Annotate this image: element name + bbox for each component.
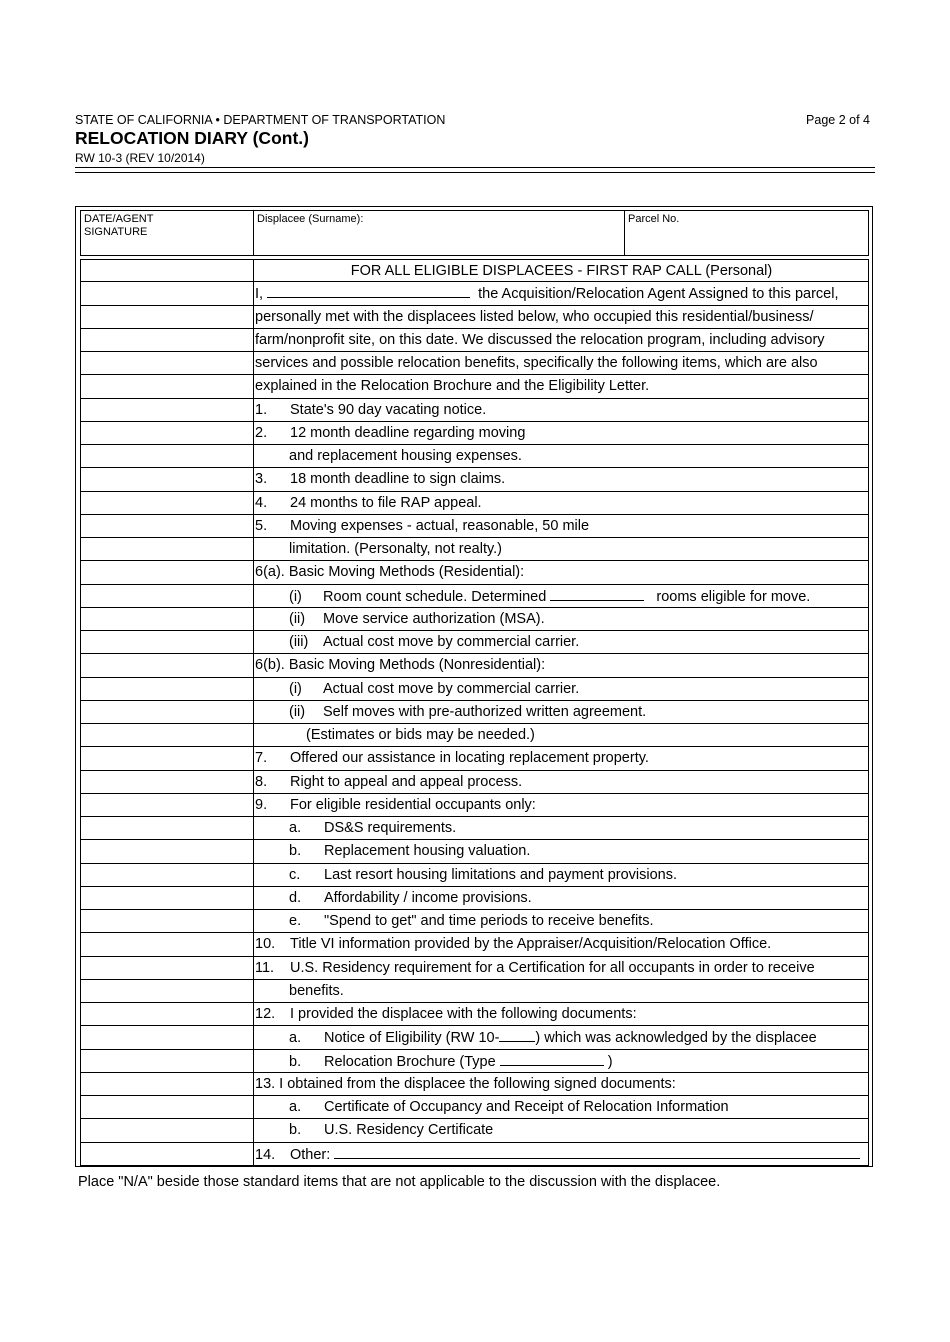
signature-cell[interactable] [81, 701, 254, 723]
brochure-type-blank[interactable] [500, 1050, 604, 1066]
page-number: Page 2 of 4 [806, 113, 870, 127]
item-14 [254, 1143, 868, 1165]
item-text: Move service authorization (MSA). [323, 610, 545, 627]
table-row [80, 375, 869, 398]
item-text: Relocation Brochure (Type [324, 1053, 496, 1070]
table-row [80, 1096, 869, 1119]
item-number: b. [289, 1122, 302, 1139]
item-text: Notice of Eligibility (RW 10- [324, 1030, 500, 1047]
item-13b [254, 1119, 868, 1141]
item-text: DS&S requirements. [324, 820, 457, 836]
item-number: b. [289, 1053, 302, 1070]
form-title: RELOCATION DIARY (Cont.) [75, 128, 309, 148]
table-row [80, 864, 869, 887]
intro-agent-text: the Acquisition/Relocation Agent Assigned to this parcel, [478, 286, 839, 303]
item-text: Actual cost move by commercial carrier. [323, 680, 580, 697]
signature-cell[interactable] [81, 933, 254, 955]
table-row [80, 585, 869, 608]
item-number: 5. [255, 517, 268, 534]
signature-cell[interactable] [81, 771, 254, 793]
item-number: c. [289, 866, 301, 883]
item-number: 10. [255, 936, 276, 953]
item-number: 2. [255, 424, 268, 441]
item-11 [254, 957, 868, 979]
signature-cell[interactable] [81, 1050, 254, 1072]
item-number: (iii) [289, 634, 309, 650]
table-row [80, 445, 869, 468]
signature-cell[interactable] [81, 1143, 254, 1165]
item-text: Affordability / income provisions. [324, 889, 532, 906]
signature-cell[interactable] [81, 538, 254, 560]
date-agent-header[interactable] [81, 211, 254, 255]
item-13: 13. I obtained from the displacee the following signed documents: [255, 1075, 676, 1092]
item-text: Last resort housing limitations and payment provisions. [324, 866, 678, 883]
table-row [80, 771, 869, 794]
header-rule-bottom [75, 172, 875, 173]
table-row [80, 1143, 869, 1166]
table-row [80, 654, 869, 677]
date-agent-label: DATE/AGENT [84, 213, 154, 225]
signature-cell[interactable] [81, 375, 254, 397]
signature-cell[interactable] [81, 654, 254, 676]
header-rule-top [75, 167, 875, 168]
section-heading: FOR ALL ELIGIBLE DISPLACEES - FIRST RAP CALL (Personal) [350, 263, 773, 279]
signature-cell[interactable] [81, 887, 254, 909]
item-number: d. [289, 889, 302, 906]
item-12b [254, 1050, 868, 1072]
agent-name-blank[interactable] [267, 282, 470, 298]
intro-line: farm/nonprofit site, on this date. We discussed the relocation program, including advisory [255, 331, 825, 348]
signature-cell[interactable] [81, 260, 254, 281]
item-9e [254, 910, 868, 932]
table-row [80, 468, 869, 491]
signature-cell[interactable] [81, 980, 254, 1002]
table-row [80, 631, 869, 654]
table-row [80, 329, 869, 352]
item-number: a. [289, 1030, 302, 1047]
agency-name: STATE OF CALIFORNIA • DEPARTMENT OF TRANSPORTATION [75, 113, 446, 127]
signature-cell[interactable] [81, 1003, 254, 1025]
item-6b-i [254, 678, 868, 700]
signature-cell[interactable] [81, 422, 254, 444]
signature-cell[interactable] [81, 329, 254, 351]
form-number: RW 10-3 (REV 10/2014) [75, 151, 205, 165]
table-row [80, 910, 869, 933]
item-5 [254, 515, 868, 537]
table-row [80, 352, 869, 375]
signature-cell[interactable] [81, 445, 254, 467]
signature-cell[interactable] [81, 561, 254, 583]
item-6a-ii [254, 608, 868, 630]
signature-cell[interactable] [81, 399, 254, 421]
item-text: Other: [290, 1146, 331, 1163]
item-number: 11. [255, 959, 275, 976]
table-row [80, 817, 869, 840]
signature-label: SIGNATURE [84, 226, 148, 238]
item-number: a. [289, 1099, 302, 1115]
table-row [80, 1050, 869, 1073]
item-text: State's 90 day vacating notice. [290, 401, 487, 418]
table-row [80, 933, 869, 956]
item-2 [254, 422, 868, 444]
table-row [80, 492, 869, 515]
signature-cell[interactable] [81, 724, 254, 746]
item-number: (ii) [289, 703, 306, 720]
signature-cell[interactable] [81, 910, 254, 932]
item-6b: 6(b). Basic Moving Methods (Nonresidential): [255, 657, 546, 674]
footnote: Place "N/A" beside those standard items that are not applicable to the discussion with the displacee. [78, 1174, 721, 1190]
item-13a [254, 1096, 868, 1118]
table-row [80, 259, 869, 282]
item-12a [254, 1026, 868, 1048]
item-10 [254, 933, 868, 955]
item-text: U.S. Residency Certificate [324, 1122, 494, 1139]
item-number: 4. [255, 494, 268, 511]
intro-line: services and possible relocation benefits, specifically the following items, which are also [255, 355, 818, 371]
signature-cell[interactable] [81, 1096, 254, 1118]
table-row [80, 840, 869, 863]
table-row [80, 724, 869, 747]
table-row [80, 1026, 869, 1049]
item-12 [254, 1003, 868, 1025]
item-6b-estimates: (Estimates or bids may be needed.) [306, 727, 535, 743]
item-text: 18 month deadline to sign claims. [290, 471, 506, 488]
signature-cell[interactable] [81, 840, 254, 862]
item-3 [254, 468, 868, 490]
intro-i: I, [255, 286, 264, 303]
item-text: I provided the displacee with the following documents: [290, 1006, 637, 1022]
signature-cell[interactable] [81, 794, 254, 816]
signature-cell[interactable] [81, 492, 254, 514]
item-text: Actual cost move by commercial carrier. [323, 634, 580, 650]
signature-cell[interactable] [81, 678, 254, 700]
item-11-continued: benefits. [289, 982, 344, 999]
signature-cell[interactable] [81, 817, 254, 839]
table-row [80, 887, 869, 910]
table-row [80, 422, 869, 445]
table-row [80, 1073, 869, 1096]
item-9d [254, 887, 868, 909]
item-text-tail: ) which was acknowledged by the displacee [535, 1030, 817, 1047]
diary-table [80, 210, 869, 1166]
signature-cell[interactable] [81, 864, 254, 886]
item-text: Room count schedule. Determined [323, 588, 547, 605]
intro-line: personally met with the displacees listed below, who occupied this residential/business/ [255, 308, 814, 325]
item-4 [254, 492, 868, 514]
intro-line [254, 282, 868, 304]
table-row [80, 794, 869, 817]
item-text: 24 months to file RAP appeal. [290, 494, 482, 511]
item-number: (i) [289, 680, 302, 697]
parcel-number-field[interactable] [625, 211, 868, 255]
signature-cell[interactable] [81, 957, 254, 979]
table-row [80, 957, 869, 980]
item-number: b. [289, 843, 302, 860]
item-text: Certificate of Occupancy and Receipt of Relocation Information [324, 1099, 729, 1115]
item-number: a. [289, 820, 302, 836]
item-text: "Spend to get" and time periods to receive benefits. [324, 913, 654, 929]
item-text: Offered our assistance in locating replacement property. [290, 750, 649, 767]
signature-cell[interactable] [81, 1119, 254, 1141]
signature-cell[interactable] [81, 306, 254, 328]
table-row [80, 399, 869, 422]
item-9 [254, 794, 868, 816]
item-number: 3. [255, 471, 268, 488]
signature-cell[interactable] [81, 1073, 254, 1095]
item-5-continued: limitation. (Personalty, not realty.) [289, 541, 503, 557]
item-text: Title VI information provided by the Appraiser/Acquisition/Relocation Office. [290, 936, 772, 953]
parcel-label: Parcel No. [628, 213, 680, 225]
signature-cell[interactable] [81, 468, 254, 490]
item-9c [254, 864, 868, 886]
table-row [80, 1003, 869, 1026]
item-number: (i) [289, 588, 302, 605]
item-text: Right to appeal and appeal process. [290, 773, 523, 790]
item-number: 12. [255, 1006, 276, 1022]
table-row [80, 515, 869, 538]
table-row [80, 1119, 869, 1142]
item-1 [254, 399, 868, 421]
table-row [80, 678, 869, 701]
item-6a: 6(a). Basic Moving Methods (Residential): [255, 564, 525, 581]
signature-cell[interactable] [81, 1026, 254, 1048]
table-row [80, 747, 869, 770]
item-2-continued: and replacement housing expenses. [289, 448, 522, 464]
item-number: (ii) [289, 610, 306, 627]
form-header [75, 113, 870, 165]
item-6a-iii [254, 631, 868, 653]
item-6a-i [254, 585, 868, 607]
room-count-blank[interactable] [550, 585, 644, 601]
item-number: 8. [255, 773, 268, 790]
signature-cell[interactable] [81, 282, 254, 304]
item-6b-ii [254, 701, 868, 723]
displacee-label: Displacee (Surname): [257, 213, 364, 225]
table-row [80, 608, 869, 631]
item-text: Moving expenses - actual, reasonable, 50 mile [290, 517, 590, 534]
table-row [80, 561, 869, 584]
item-9b [254, 840, 868, 862]
signature-cell[interactable] [81, 747, 254, 769]
table-row [80, 538, 869, 561]
table-row [80, 701, 869, 724]
item-number: 14. [255, 1146, 276, 1163]
item-number: e. [289, 913, 302, 929]
item-text: 12 month deadline regarding moving [290, 424, 526, 441]
table-row [80, 306, 869, 329]
table-row [80, 980, 869, 1003]
rw-form-number-blank[interactable] [499, 1026, 535, 1042]
item-text: U.S. Residency requirement for a Certification for all occupants in order to receive [290, 959, 815, 976]
other-blank[interactable] [334, 1143, 860, 1159]
item-number: 1. [255, 401, 268, 418]
item-7 [254, 747, 868, 769]
item-text: For eligible residential occupants only: [290, 796, 536, 813]
signature-cell[interactable] [81, 631, 254, 653]
item-number: 9. [255, 796, 268, 813]
item-text-tail: ) [607, 1053, 613, 1070]
table-row [80, 282, 869, 305]
signature-cell[interactable] [81, 515, 254, 537]
signature-cell[interactable] [81, 352, 254, 374]
item-number: 7. [255, 750, 268, 767]
item-text: Self moves with pre-authorized written agreement. [323, 703, 647, 720]
item-text: Replacement housing valuation. [324, 843, 531, 860]
signature-cell[interactable] [81, 585, 254, 607]
item-text-tail: rooms eligible for move. [656, 588, 811, 605]
table-header-row [80, 210, 869, 256]
intro-line: explained in the Relocation Brochure and the Eligibility Letter. [255, 378, 650, 395]
item-8 [254, 771, 868, 793]
item-9a [254, 817, 868, 839]
displacee-surname-field[interactable] [254, 211, 625, 255]
signature-cell[interactable] [81, 608, 254, 630]
